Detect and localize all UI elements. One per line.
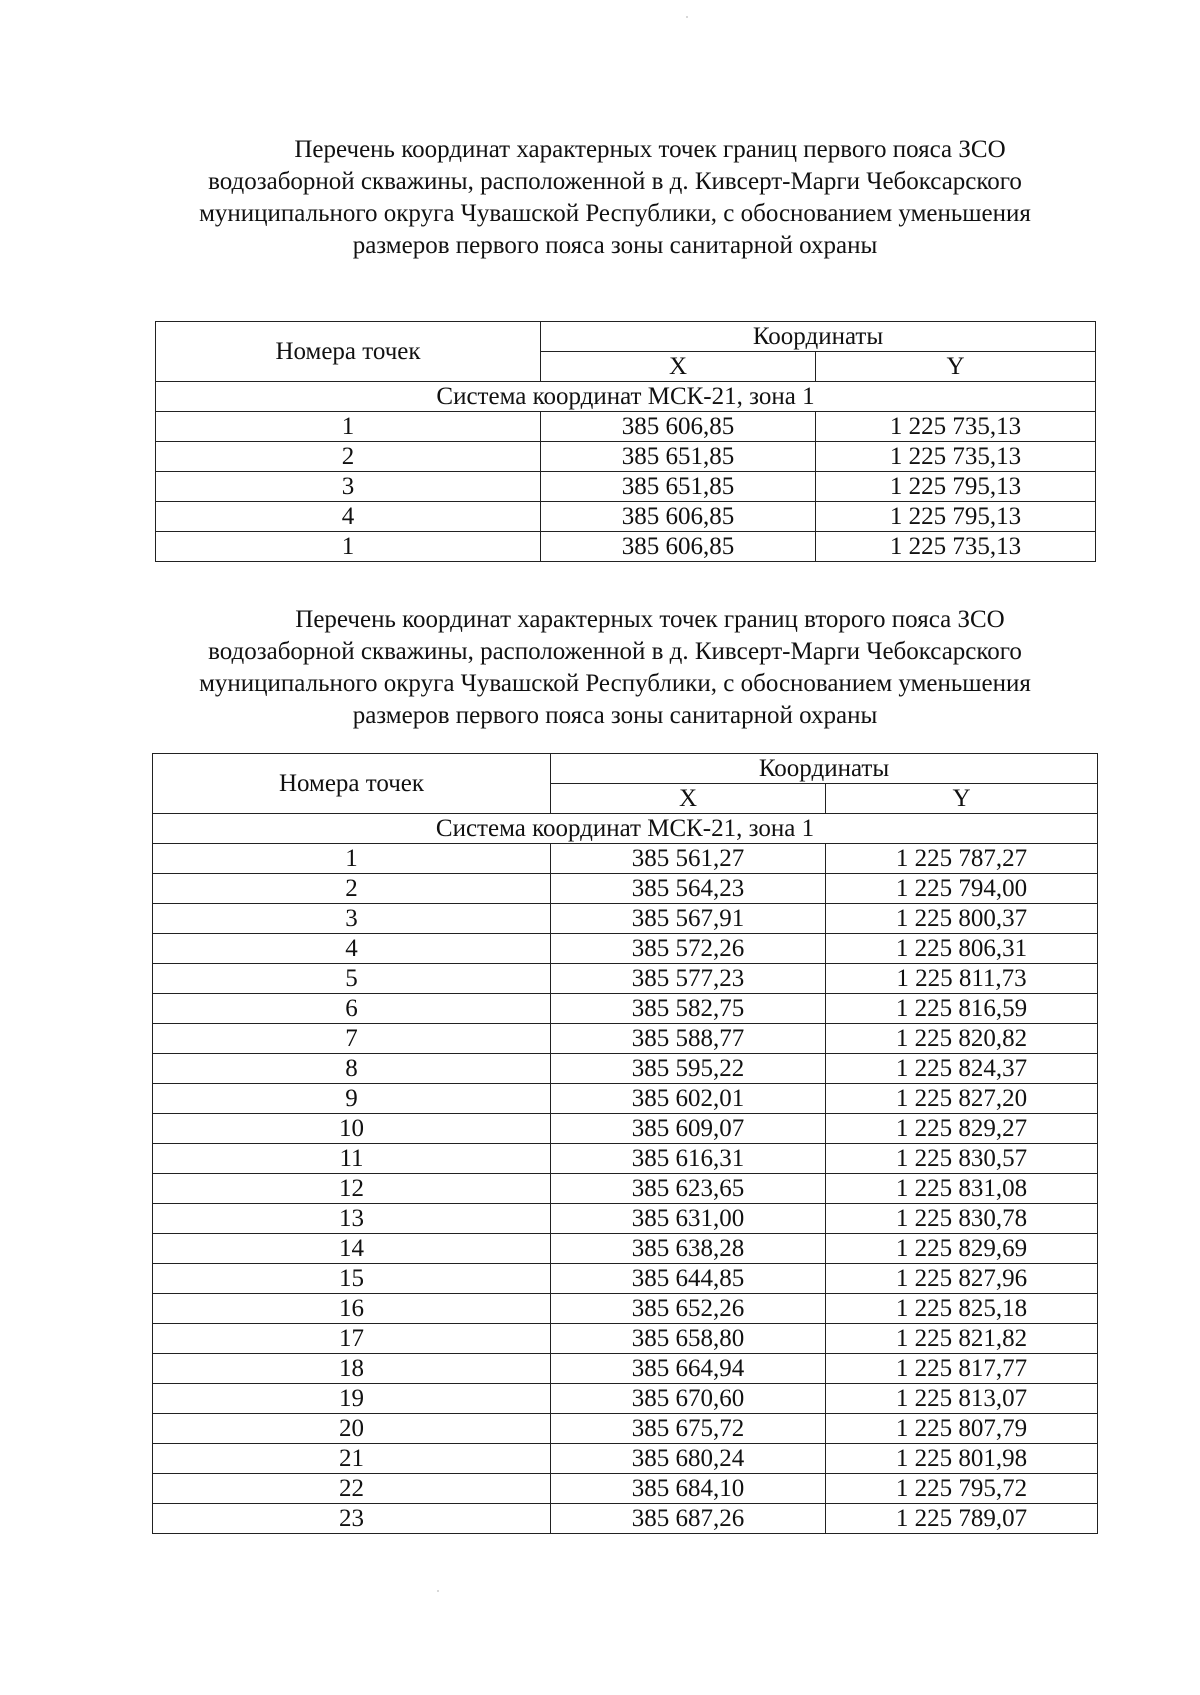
- y-coordinate-cell: 1 225 830,57: [826, 1144, 1098, 1174]
- y-coordinate-cell: 1 225 800,37: [826, 904, 1098, 934]
- heading-line: водозаборной скважины, расположенной в д. Кивсерт-Марги Чебоксарского: [208, 168, 1022, 195]
- point-number-cell: 21: [153, 1444, 551, 1474]
- table-row: [153, 934, 1098, 964]
- x-coordinate-cell: 385 684,10: [551, 1474, 826, 1504]
- y-coordinate-cell: 1 225 807,79: [826, 1414, 1098, 1444]
- point-number-cell: 23: [153, 1504, 551, 1534]
- point-number-cell: 4: [153, 934, 551, 964]
- x-coordinate-cell: 385 652,26: [551, 1294, 826, 1324]
- table-row: [153, 1234, 1098, 1264]
- point-number-cell: 22: [153, 1474, 551, 1504]
- table-row: [153, 1084, 1098, 1114]
- y-coordinate-cell: 1 225 821,82: [826, 1324, 1098, 1354]
- point-number-cell: 1: [153, 844, 551, 874]
- y-coordinate-cell: 1 225 735,13: [816, 442, 1096, 472]
- point-number-cell: 8: [153, 1054, 551, 1084]
- y-coordinate-cell: 1 225 794,00: [826, 874, 1098, 904]
- x-coordinate-cell: 385 616,31: [551, 1144, 826, 1174]
- x-coordinate-cell: 385 561,27: [551, 844, 826, 874]
- table-row: [153, 1054, 1098, 1084]
- scan-speck: [437, 1590, 439, 1592]
- point-number-cell: 2: [156, 442, 541, 472]
- point-number-cell: 11: [153, 1144, 551, 1174]
- y-coordinate-cell: 1 225 813,07: [826, 1384, 1098, 1414]
- heading-line: размеров первого пояса зоны санитарной охраны: [352, 232, 878, 259]
- y-coordinate-cell: 1 225 829,69: [826, 1234, 1098, 1264]
- y-coordinate-cell: 1 225 830,78: [826, 1204, 1098, 1234]
- y-coordinate-cell: 1 225 827,20: [826, 1084, 1098, 1114]
- x-coordinate-cell: 385 564,23: [551, 874, 826, 904]
- x-coordinate-cell: 385 644,85: [551, 1264, 826, 1294]
- point-number-cell: 20: [153, 1414, 551, 1444]
- x-coordinate-cell: 385 687,26: [551, 1504, 826, 1534]
- x-coordinate-cell: 385 664,94: [551, 1354, 826, 1384]
- y-coordinate-cell: 1 225 820,82: [826, 1024, 1098, 1054]
- table-row: [156, 502, 1096, 532]
- table-row: [156, 472, 1096, 502]
- heading-line: Перечень координат характерных точек границ второго пояса ЗСО: [295, 606, 1005, 633]
- second-belt-coordinates-table: [152, 753, 1098, 1534]
- table-row: [153, 1204, 1098, 1234]
- table-row: [153, 1264, 1098, 1294]
- table-row: [153, 1384, 1098, 1414]
- point-number-cell: 4: [156, 502, 541, 532]
- coordinate-system-row: Система координат МСК-21, зона 1: [153, 814, 1098, 844]
- y-coordinate-cell: 1 225 827,96: [826, 1264, 1098, 1294]
- x-coordinate-cell: 385 638,28: [551, 1234, 826, 1264]
- x-coordinate-cell: 385 606,85: [541, 502, 816, 532]
- table-row: [153, 1474, 1098, 1504]
- point-number-cell: 5: [153, 964, 551, 994]
- x-coordinate-cell: 385 670,60: [551, 1384, 826, 1414]
- table-row: [153, 1504, 1098, 1534]
- heading-line: Перечень координат характерных точек границ первого пояса ЗСО: [294, 136, 1006, 163]
- table-row: [153, 1324, 1098, 1354]
- y-coordinate-cell: 1 225 829,27: [826, 1114, 1098, 1144]
- point-number-cell: 1: [156, 412, 541, 442]
- coordinate-system-row: Система координат МСК-21, зона 1: [156, 382, 1096, 412]
- x-coordinate-cell: 385 651,85: [541, 442, 816, 472]
- y-coordinate-cell: 1 225 824,37: [826, 1054, 1098, 1084]
- y-coordinate-cell: 1 225 787,27: [826, 844, 1098, 874]
- point-number-cell: 13: [153, 1204, 551, 1234]
- point-number-cell: 12: [153, 1174, 551, 1204]
- y-coordinate-cell: 1 225 735,13: [816, 532, 1096, 562]
- y-coordinate-cell: 1 225 825,18: [826, 1294, 1098, 1324]
- y-coordinate-cell: 1 225 795,13: [816, 472, 1096, 502]
- x-coordinate-cell: 385 588,77: [551, 1024, 826, 1054]
- x-coordinate-cell: 385 582,75: [551, 994, 826, 1024]
- x-coordinate-cell: 385 595,22: [551, 1054, 826, 1084]
- point-number-cell: 16: [153, 1294, 551, 1324]
- point-number-cell: 2: [153, 874, 551, 904]
- y-coordinate-cell: 1 225 735,13: [816, 412, 1096, 442]
- y-coordinate-cell: 1 225 801,98: [826, 1444, 1098, 1474]
- y-coordinate-cell: 1 225 816,59: [826, 994, 1098, 1024]
- heading-line: размеров первого пояса зоны санитарной охраны: [352, 702, 878, 729]
- table-row: [153, 994, 1098, 1024]
- table-row: [153, 874, 1098, 904]
- section-2-heading: [160, 604, 1070, 732]
- y-coordinate-cell: 1 225 811,73: [826, 964, 1098, 994]
- table-row: [153, 1174, 1098, 1204]
- x-coordinate-cell: 385 658,80: [551, 1324, 826, 1354]
- heading-line: муниципального округа Чувашской Республики, с обоснованием уменьшения: [199, 200, 1031, 227]
- table-row: [153, 1114, 1098, 1144]
- point-number-cell: 17: [153, 1324, 551, 1354]
- x-coordinate-cell: 385 623,65: [551, 1174, 826, 1204]
- table-row: [153, 1414, 1098, 1444]
- x-coordinate-cell: 385 609,07: [551, 1114, 826, 1144]
- y-coordinate-cell: 1 225 795,13: [816, 502, 1096, 532]
- header-point-numbers: Номера точек: [153, 754, 551, 814]
- table-row: [156, 532, 1096, 562]
- point-number-cell: 14: [153, 1234, 551, 1264]
- table-row: [153, 1024, 1098, 1054]
- y-coordinate-cell: 1 225 831,08: [826, 1174, 1098, 1204]
- header-coordinates: Координаты: [541, 322, 1096, 352]
- header-point-numbers: Номера точек: [156, 322, 541, 382]
- x-coordinate-cell: 385 651,85: [541, 472, 816, 502]
- x-coordinate-cell: 385 577,23: [551, 964, 826, 994]
- y-coordinate-cell: 1 225 817,77: [826, 1354, 1098, 1384]
- first-belt-coordinates-table: [155, 321, 1096, 562]
- x-coordinate-cell: 385 602,01: [551, 1084, 826, 1114]
- table-row: [153, 1144, 1098, 1174]
- point-number-cell: 15: [153, 1264, 551, 1294]
- header-x: X: [541, 352, 816, 382]
- point-number-cell: 9: [153, 1084, 551, 1114]
- table-row: [153, 904, 1098, 934]
- x-coordinate-cell: 385 567,91: [551, 904, 826, 934]
- table-row: [153, 1294, 1098, 1324]
- x-coordinate-cell: 385 606,85: [541, 532, 816, 562]
- y-coordinate-cell: 1 225 795,72: [826, 1474, 1098, 1504]
- table-row: [153, 964, 1098, 994]
- header-x: X: [551, 784, 826, 814]
- x-coordinate-cell: 385 606,85: [541, 412, 816, 442]
- x-coordinate-cell: 385 680,24: [551, 1444, 826, 1474]
- scan-speck: [686, 16, 688, 18]
- point-number-cell: 3: [156, 472, 541, 502]
- header-y: Y: [826, 784, 1098, 814]
- point-number-cell: 7: [153, 1024, 551, 1054]
- table-row: [156, 412, 1096, 442]
- point-number-cell: 18: [153, 1354, 551, 1384]
- heading-line: муниципального округа Чувашской Республики, с обоснованием уменьшения: [199, 670, 1031, 697]
- y-coordinate-cell: 1 225 789,07: [826, 1504, 1098, 1534]
- table-row: [156, 442, 1096, 472]
- table-row: [153, 844, 1098, 874]
- point-number-cell: 10: [153, 1114, 551, 1144]
- point-number-cell: 6: [153, 994, 551, 1024]
- x-coordinate-cell: 385 631,00: [551, 1204, 826, 1234]
- table-row: [153, 1354, 1098, 1384]
- point-number-cell: 1: [156, 532, 541, 562]
- x-coordinate-cell: 385 572,26: [551, 934, 826, 964]
- header-y: Y: [816, 352, 1096, 382]
- x-coordinate-cell: 385 675,72: [551, 1414, 826, 1444]
- section-1-heading: [160, 134, 1070, 262]
- point-number-cell: 19: [153, 1384, 551, 1414]
- y-coordinate-cell: 1 225 806,31: [826, 934, 1098, 964]
- point-number-cell: 3: [153, 904, 551, 934]
- heading-line: водозаборной скважины, расположенной в д. Кивсерт-Марги Чебоксарского: [208, 638, 1022, 665]
- header-coordinates: Координаты: [551, 754, 1098, 784]
- table-row: [153, 1444, 1098, 1474]
